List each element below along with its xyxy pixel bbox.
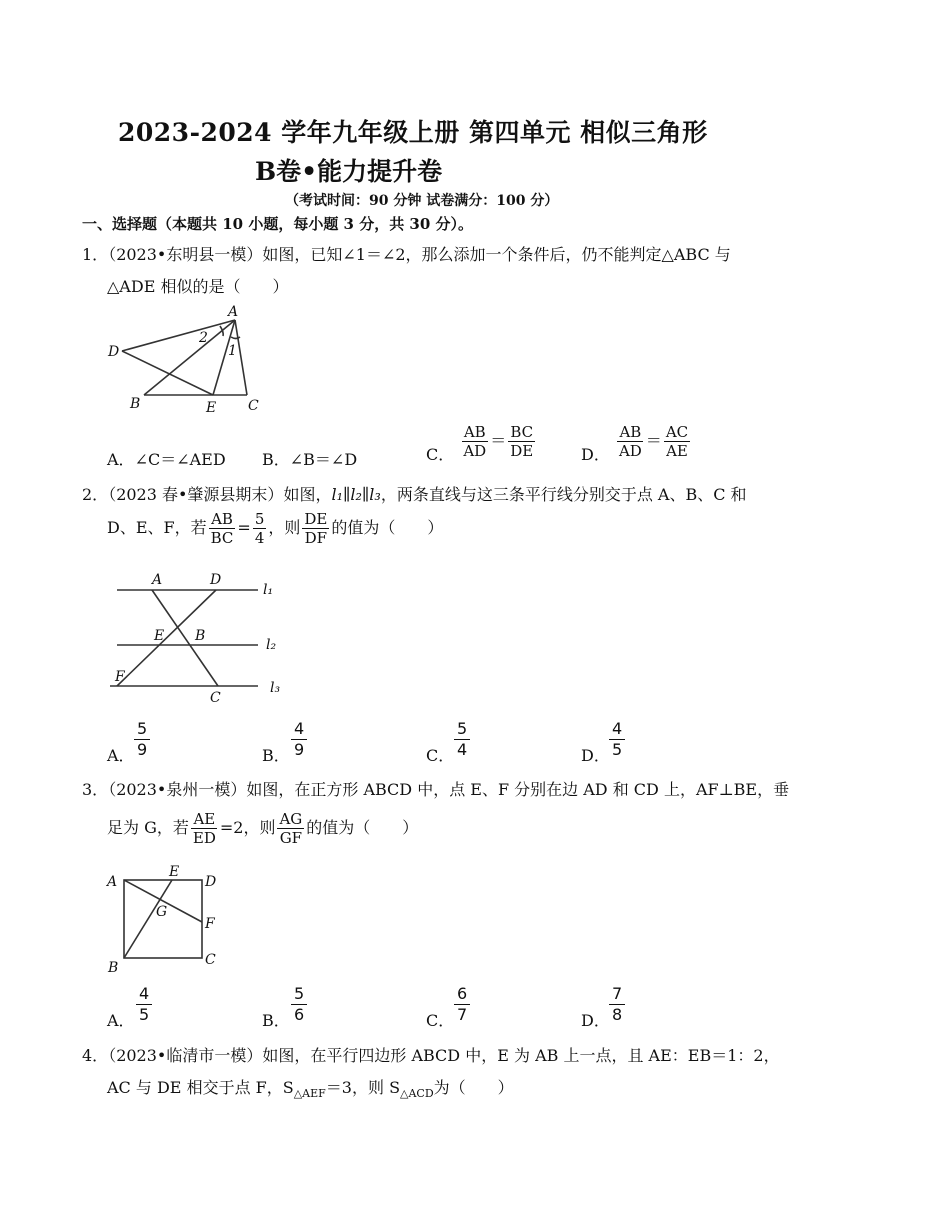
point-label-b: B	[195, 628, 206, 644]
point-label-a: A	[228, 304, 239, 320]
option-label: A．	[107, 1011, 135, 1030]
fraction-denominator: 9	[294, 740, 305, 759]
fraction-denominator: AD	[463, 442, 487, 460]
q1-option-c[interactable]	[426, 423, 537, 465]
fraction-numerator: 4	[136, 984, 152, 1005]
fraction-denominator: DF	[304, 529, 328, 547]
question-text: 的值为（ ）	[306, 818, 419, 837]
fraction-denominator: AE	[666, 442, 688, 460]
q3-option-c[interactable]	[426, 1008, 454, 1031]
fraction-denominator: 5	[612, 740, 623, 759]
point-label-f: F	[115, 669, 125, 685]
q2-option-a-fraction[interactable]	[134, 719, 150, 760]
question-1-line-1	[82, 242, 731, 265]
q2-option-c-fraction[interactable]	[454, 719, 470, 760]
q1-option-a[interactable]	[107, 447, 226, 470]
q1-option-d[interactable]	[581, 423, 692, 465]
fraction-numerator: 5	[454, 719, 470, 740]
point-label-b: B	[108, 960, 119, 976]
point-label-d: D	[210, 572, 222, 588]
question-text: D、E、F，若	[107, 518, 207, 537]
fraction-denominator: 4	[254, 529, 265, 547]
fraction-numerator: BC	[510, 423, 534, 441]
fraction-denominator: 4	[457, 740, 468, 759]
question-4-line-1	[82, 1043, 780, 1066]
fraction	[617, 423, 644, 460]
equals-sign: =2	[219, 818, 244, 837]
fraction-numerator: 7	[609, 984, 625, 1005]
fraction-numerator: 4	[609, 719, 625, 740]
fraction-numerator: AC	[665, 423, 689, 441]
question-text: 的值为（ ）	[331, 518, 444, 537]
fraction	[209, 510, 236, 547]
fraction-denominator: 8	[612, 1005, 623, 1024]
question-source: （2023•东明县一模）	[108, 245, 263, 264]
angle-label-1: 1	[228, 343, 237, 359]
page-title: 2023-2024 学年九年级上册 第四单元 相似三角形	[118, 118, 708, 147]
point-label-d: D	[205, 874, 217, 890]
fraction-numerator: AB	[211, 510, 233, 528]
option-label: A．	[107, 746, 135, 765]
question-text: ，则	[268, 518, 301, 537]
question-number: 1．	[82, 245, 109, 264]
option-label: B．	[262, 746, 290, 765]
option-label: B．	[262, 450, 290, 469]
option-label: C．	[426, 746, 455, 765]
line-label-l3: l₃	[270, 680, 281, 696]
question-source: （2023•临清市一模）	[108, 1046, 263, 1065]
q2-option-a[interactable]	[107, 743, 135, 766]
fraction-denominator: ED	[192, 829, 216, 847]
point-label-f: F	[205, 916, 215, 932]
fraction-numerator: 6	[454, 984, 470, 1005]
point-label-c: C	[210, 690, 221, 706]
fraction-numerator: 5	[254, 510, 265, 528]
equals-sign: ＝	[490, 431, 507, 450]
angle-1-arc	[231, 337, 240, 339]
option-label: D．	[581, 1011, 610, 1030]
fraction-numerator: AG	[279, 810, 303, 828]
point-label-e: E	[169, 864, 180, 880]
fraction-denominator: BC	[210, 529, 234, 547]
line-label-l2: l₂	[266, 637, 277, 653]
subscript: △AEF	[293, 1087, 326, 1101]
fraction-numerator: 5	[291, 984, 307, 1005]
angle-label-2: 2	[199, 330, 208, 346]
fraction-denominator: 9	[137, 740, 148, 759]
fraction-numerator: 5	[134, 719, 150, 740]
question-text: ，两条直线与这三条平行线分别交于点 A、B、C 和	[380, 485, 747, 504]
question-text: ，则	[243, 818, 276, 837]
question-text: 如图，在正方形 ABCD 中，点 E、F 分别在边 AD 和 CD 上，AF⊥BE，垂	[246, 780, 790, 799]
fraction-denominator: 7	[457, 1005, 468, 1024]
option-label: D．	[581, 445, 610, 464]
q3-option-b[interactable]	[262, 1008, 290, 1031]
fraction-numerator: AE	[193, 810, 216, 828]
question-number: 4．	[82, 1046, 109, 1065]
question-text: 如图，在平行四边形 ABCD 中，E 为 AB 上一点，且 AE：EB＝1：2，	[262, 1046, 780, 1065]
question-text: 如图，	[283, 485, 332, 504]
q2-option-d-fraction[interactable]	[609, 719, 625, 760]
question-1-line-2: △ADE 相似的是（ ）	[107, 277, 289, 296]
point-label-e: E	[154, 628, 165, 644]
point-label-c: C	[205, 952, 216, 968]
fraction-numerator: AB	[463, 423, 486, 441]
fraction-denominator: AD	[618, 442, 642, 460]
question-1-figure	[100, 300, 275, 420]
fraction	[461, 423, 488, 460]
point-label-c: C	[248, 398, 259, 414]
fraction	[277, 810, 304, 847]
question-text: 为（ ）	[433, 1078, 514, 1097]
equals-sign: ＝	[645, 431, 662, 450]
equals-sign: =	[237, 518, 251, 537]
q2-option-b-fraction[interactable]	[291, 719, 307, 760]
point-label-a: A	[107, 874, 118, 890]
fraction	[253, 510, 267, 547]
question-number: 3．	[82, 780, 109, 799]
q3-option-b-fraction[interactable]	[291, 984, 307, 1025]
question-4-line-2	[107, 1075, 514, 1100]
option-label: A．	[107, 450, 135, 469]
question-2-figure	[100, 566, 300, 711]
fraction-numerator: AB	[619, 423, 642, 441]
fraction	[664, 423, 690, 460]
q3-option-d[interactable]	[581, 1008, 610, 1031]
question-text: 足为 G，若	[107, 818, 189, 837]
question-source: （2023 春•肇源县期末）	[108, 485, 284, 504]
q1-option-b[interactable]	[262, 447, 357, 470]
page-subtitle: B卷•能力提升卷	[255, 157, 443, 186]
question-source: （2023•泉州一模）	[108, 780, 247, 799]
q3-option-c-fraction[interactable]	[454, 984, 470, 1025]
exam-meta: （考试时间：90 分钟 试卷满分：100 分）	[285, 193, 559, 209]
question-3-figure	[100, 862, 230, 977]
fraction-denominator: 6	[294, 1005, 305, 1024]
question-3-line-2	[107, 810, 418, 847]
option-label: C．	[426, 445, 455, 464]
question-2-line-2	[107, 510, 443, 547]
q2-option-d[interactable]	[581, 743, 610, 766]
section-title: 一、选择题（本题共 10 小题，每小题 3 分，共 30 分）。	[82, 215, 474, 233]
segment-ad	[122, 320, 235, 351]
point-label-g: G	[156, 904, 168, 920]
q2-option-b[interactable]	[262, 743, 290, 766]
option-text: ∠C＝∠AED	[134, 450, 226, 469]
fraction-numerator: DE	[304, 510, 328, 528]
q2-option-c[interactable]	[426, 743, 454, 766]
fraction	[302, 510, 329, 547]
point-label-a: A	[152, 572, 163, 588]
point-label-b: B	[130, 396, 141, 412]
q3-option-a-fraction[interactable]	[136, 984, 152, 1025]
option-label: D．	[581, 746, 610, 765]
fraction-denominator: DE	[510, 442, 534, 460]
fraction	[508, 423, 535, 460]
option-text: ∠B＝∠D	[289, 450, 358, 469]
subscript: △ACD	[400, 1087, 434, 1101]
q3-option-a[interactable]	[107, 1008, 135, 1031]
question-number: 2．	[82, 485, 109, 504]
question-3-line-1	[82, 777, 789, 800]
option-label: B．	[262, 1011, 290, 1030]
fraction-denominator: 5	[139, 1005, 150, 1024]
question-2-line-1	[82, 482, 747, 505]
segment-de	[122, 351, 213, 395]
question-text: 如图，已知∠1＝∠2，那么添加一个条件后，仍不能判定△ABC 与	[262, 245, 731, 264]
question-text: AC 与 DE 相交于点 F，S	[107, 1078, 294, 1097]
point-label-e: E	[206, 400, 217, 416]
question-text: ＝3，则 S	[325, 1078, 401, 1097]
parallel-lines-notation: l₁∥l₂∥l₃	[331, 485, 381, 504]
fraction-denominator: GF	[279, 829, 303, 847]
q3-option-d-fraction[interactable]	[609, 984, 625, 1025]
option-label: C．	[426, 1011, 455, 1030]
line-label-l1: l₁	[263, 582, 274, 598]
fraction-numerator: 4	[291, 719, 307, 740]
fraction	[191, 810, 218, 847]
point-label-d: D	[108, 344, 120, 360]
